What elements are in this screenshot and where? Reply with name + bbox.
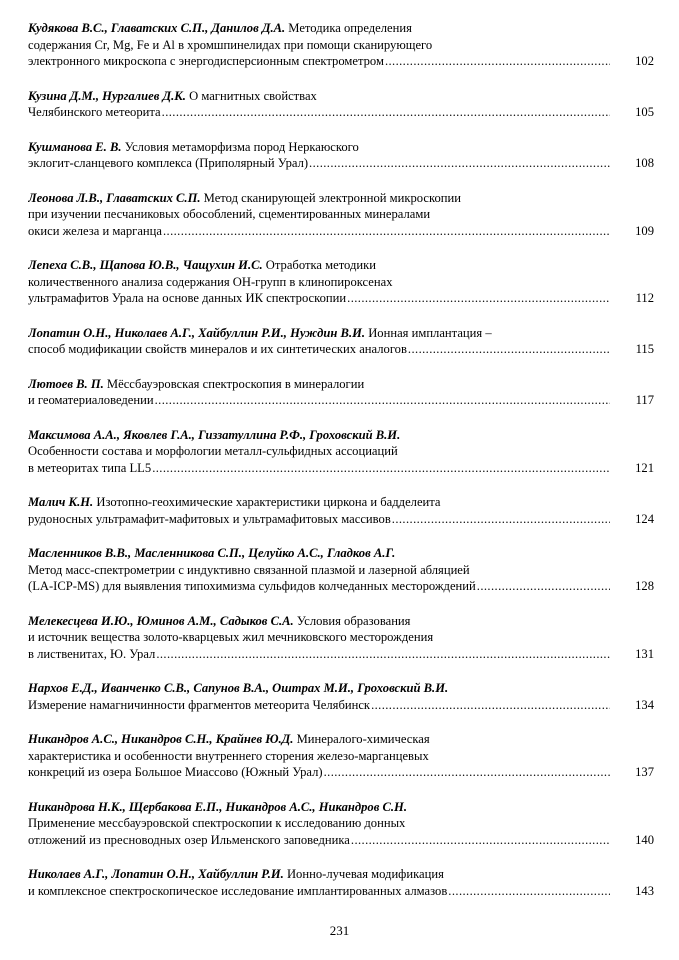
toc-entry-title-line: характеристика и особенности внутреннего сторения железо-марганцевых xyxy=(28,748,429,763)
toc-entry-last-line xyxy=(28,578,654,595)
toc-entry-page-number: 140 xyxy=(635,832,654,847)
toc-entry-text xyxy=(28,764,323,781)
dot-leader xyxy=(385,53,610,70)
dot-leader xyxy=(155,392,610,409)
toc-entry-line xyxy=(28,680,654,697)
toc-entry-line xyxy=(28,190,654,207)
toc-entry-text xyxy=(28,392,154,409)
dot-leader xyxy=(309,155,610,172)
toc-entry-title-line: в лиственитах, Ю. Урал xyxy=(28,646,156,661)
toc-entry-line xyxy=(28,274,654,291)
toc-entry-title-line: Метод масс-спектрометрии с индуктивно связанной плазмой и лазерной абляцией xyxy=(28,562,470,577)
toc-entry-line xyxy=(28,799,654,816)
toc-entry-page-number: 109 xyxy=(635,223,654,238)
toc-entry-text xyxy=(28,290,346,307)
toc-entry-title-line: Минералого-химическая xyxy=(296,732,430,746)
toc-entry xyxy=(28,88,654,121)
toc-entry-page-number: 137 xyxy=(635,765,654,779)
toc-entry-text xyxy=(28,53,384,70)
toc-entry-line xyxy=(28,613,654,630)
toc-entry-line xyxy=(28,562,654,579)
toc-entry-page-number: 143 xyxy=(635,883,654,898)
toc-entry-title-line: окиси железа и марганца xyxy=(28,223,162,238)
toc-entry-last-line xyxy=(28,646,654,663)
toc-entry-text xyxy=(28,578,476,595)
dot-leader xyxy=(477,578,610,595)
toc-entry-line xyxy=(28,20,654,37)
toc-entry-authors: Никандрова Н.К., Щербакова Е.П., Никандров А.С., Никандров С.Н. xyxy=(28,799,407,814)
dot-leader xyxy=(324,764,610,781)
toc-entry-page-number: 115 xyxy=(635,342,654,356)
toc-entry-title-line: ультрамафитов Урала на основе данных ИК спектроскопии xyxy=(28,291,347,305)
toc-entry xyxy=(28,139,654,172)
toc-entry-text xyxy=(28,460,151,477)
toc-entry-last-line xyxy=(28,53,654,70)
toc-entry-title-line: конкреций из озера Большое Миассово (Южный Урал) xyxy=(28,765,323,779)
toc-entry-page-number: 112 xyxy=(635,291,654,305)
toc-entry-line xyxy=(28,494,654,511)
toc-entry-last-line xyxy=(28,290,654,307)
toc-entry-page-number: 128 xyxy=(635,579,654,593)
toc-entry-page-number: 134 xyxy=(635,697,654,712)
toc-entry-page-number: 105 xyxy=(635,105,654,119)
toc-entry-last-line xyxy=(28,104,654,121)
toc-entry-title-line: в метеоритах типа LL5 xyxy=(28,460,152,475)
toc-entry-last-line xyxy=(28,223,654,240)
toc-entry-last-line xyxy=(28,511,654,528)
toc-entry xyxy=(28,731,654,781)
toc-entry-line xyxy=(28,815,654,832)
toc-entry-last-line xyxy=(28,764,654,781)
toc-entry-line xyxy=(28,139,654,156)
toc-entry-title-line: Метод сканирующей электронной микроскопии xyxy=(203,190,461,205)
toc-entry xyxy=(28,190,654,240)
toc-entry-line xyxy=(28,376,654,393)
toc-entry-page-number: 124 xyxy=(635,511,654,526)
toc-entry xyxy=(28,257,654,307)
dot-leader xyxy=(392,511,610,528)
toc-entry-page-number: 102 xyxy=(635,54,654,68)
toc-entry-authors: Кудякова В.С., Главатских С.П., Данилов Д.А. xyxy=(28,21,286,35)
toc-entry-title-line: Условия образования xyxy=(296,613,411,628)
toc-entry-title-line: отложений из пресноводных озер Ильменского заповедника xyxy=(28,832,350,847)
toc-entry xyxy=(28,427,654,477)
toc-entry-text xyxy=(28,697,370,714)
toc-entry-title-line: при изучении песчаниковых обособлений, сцементированных минералами xyxy=(28,207,431,221)
toc-entry-title-line: и геоматериаловедении xyxy=(28,393,154,407)
toc-entry-last-line xyxy=(28,832,654,849)
toc-entry-page-number: 108 xyxy=(635,156,654,170)
toc-entry-authors: Леонова Л.В., Главатских С.П. xyxy=(28,190,201,205)
toc-entry-title-line: Ионно-лучевая модификация xyxy=(286,867,444,881)
toc-entry-authors: Лепеха С.В., Щапова Ю.В., Чащухин И.С. xyxy=(28,258,263,272)
toc-entry-last-line xyxy=(28,341,654,358)
toc-entry xyxy=(28,545,654,595)
toc-entry-line xyxy=(28,257,654,274)
toc-entry xyxy=(28,376,654,409)
toc-entry-title-line: (LA-ICP-MS) для выявления типохимизма сульфидов колчеданных месторождений xyxy=(28,579,476,593)
dot-leader xyxy=(371,697,610,714)
table-of-contents xyxy=(28,20,654,917)
dot-leader xyxy=(351,832,610,849)
page-number-footer: 231 xyxy=(329,923,350,938)
dot-leader xyxy=(163,223,610,240)
toc-entry xyxy=(28,680,654,713)
toc-entry-title-line: Особенности состава и морфологии металл-сульфидных ассоциаций xyxy=(28,444,398,458)
toc-entry-last-line xyxy=(28,460,654,477)
toc-entry-line xyxy=(28,206,654,223)
toc-entry-authors: Лопатин О.Н., Николаев А.Г., Хайбуллин Р.И., Нуждин В.И. xyxy=(28,325,366,340)
toc-entry-page-number: 121 xyxy=(635,460,654,475)
toc-entry-line xyxy=(28,545,654,562)
toc-entry-line xyxy=(28,731,654,748)
toc-entry-text xyxy=(28,104,161,121)
toc-entry-title-line: и комплексное спектроскопическое исследование имплантированных алмазов xyxy=(28,883,448,898)
toc-entry-title-line: Условия метаморфизма пород Неркаюского xyxy=(124,139,359,154)
toc-entry xyxy=(28,613,654,663)
toc-entry-line xyxy=(28,629,654,646)
toc-entry-authors: Масленников В.В., Масленникова С.П., Целуйко А.С., Гладков А.Г. xyxy=(28,546,396,560)
toc-entry-text xyxy=(28,646,155,663)
toc-entry xyxy=(28,866,654,899)
toc-entry-page-number: 117 xyxy=(635,393,654,407)
toc-entry-line xyxy=(28,427,654,444)
toc-entry-title-line: эклогит-сланцевого комплекса (Приполярный Урал) xyxy=(28,156,309,170)
toc-entry-title-line: и источник вещества золото-кварцевых жил мечниковского месторождения xyxy=(28,630,434,644)
toc-entry xyxy=(28,325,654,358)
dot-leader xyxy=(162,104,610,121)
toc-entry xyxy=(28,494,654,527)
toc-entry-authors: Лютоев В. П. xyxy=(28,376,104,391)
toc-entry xyxy=(28,799,654,849)
toc-entry-authors: Никандров А.С., Никандров С.Н., Крайнев Ю.Д. xyxy=(28,732,294,746)
toc-entry-line xyxy=(28,748,654,765)
toc-entry xyxy=(28,20,654,70)
toc-entry-line xyxy=(28,443,654,460)
toc-entry-line xyxy=(28,37,654,54)
toc-entry-title-line: количественного анализа содержания ОН-групп в клинопироксенах xyxy=(28,274,393,289)
toc-entry-authors: Кушманова Е. В. xyxy=(28,139,122,154)
toc-entry-title-line: электронного микроскопа с энергодисперсионным спектрометром xyxy=(28,54,384,68)
toc-entry-authors: Нархов Е.Д., Иванченко С.В., Сапунов В.А., Оштрах М.И., Гроховский В.И. xyxy=(28,681,449,695)
toc-entry-last-line xyxy=(28,392,654,409)
toc-entry-title-line: Отработка методики xyxy=(265,258,376,272)
toc-entry-authors: Мелекесцева И.Ю., Юминов А.М., Садыков С.А. xyxy=(28,613,294,628)
dot-leader xyxy=(156,646,610,663)
toc-entry-authors: Кузина Д.М., Нургалиев Д.К. xyxy=(28,88,186,103)
toc-entry-authors: Малич К.Н. xyxy=(28,495,94,509)
toc-entry-text xyxy=(28,883,447,900)
toc-entry-authors: Максимова А.А., Яковлев Г.А., Гиззатуллина Р.Ф., Гроховский В.И. xyxy=(28,427,401,442)
dot-leader xyxy=(448,883,610,900)
toc-entry-text xyxy=(28,223,162,240)
toc-entry-title-line: Челябинского метеорита xyxy=(28,105,161,119)
toc-entry-title-line: Измерение намагничинности фрагментов метеорита Челябинск xyxy=(28,697,371,712)
toc-entry-title-line: Методика определения xyxy=(288,21,412,35)
dot-leader xyxy=(152,460,610,477)
toc-entry-last-line xyxy=(28,883,654,900)
toc-entry-line xyxy=(28,325,654,342)
toc-entry-last-line xyxy=(28,155,654,172)
toc-entry-title-line: содержания Cr, Mg, Fe и Al в хромшпинелидах при помощи сканирующего xyxy=(28,37,433,52)
toc-entry-title-line: О магнитных свойствах xyxy=(189,88,317,103)
toc-entry-title-line: Применение мессбауэровской спектроскопии к исследованию донных xyxy=(28,816,406,830)
toc-entry-line xyxy=(28,866,654,883)
toc-entry-text xyxy=(28,511,391,528)
toc-entry-title-line: Мёссбауэровская спектроскопия в минералогии xyxy=(106,376,365,391)
toc-entry-line xyxy=(28,88,654,105)
toc-entry-page-number: 131 xyxy=(635,646,654,661)
toc-entry-title-line: способ модификации свойств минералов и их синтетических аналогов xyxy=(28,342,407,356)
toc-entry-authors: Николаев А.Г., Лопатин О.Н., Хайбуллин Р.И. xyxy=(28,867,284,881)
toc-entry-last-line xyxy=(28,697,654,714)
dot-leader xyxy=(408,341,610,358)
toc-entry-title-line: Ионная имплантация – xyxy=(368,325,492,340)
toc-entry-text xyxy=(28,832,350,849)
toc-entry-title-line: Изотопно-геохимические характеристики циркона и бадделеита xyxy=(96,495,441,509)
toc-entry-text xyxy=(28,341,407,358)
dot-leader xyxy=(347,290,610,307)
toc-entry-title-line: рудоносных ультрамафит-мафитовых и ультрамафитовых массивов xyxy=(28,511,391,526)
toc-entry-text xyxy=(28,155,308,172)
